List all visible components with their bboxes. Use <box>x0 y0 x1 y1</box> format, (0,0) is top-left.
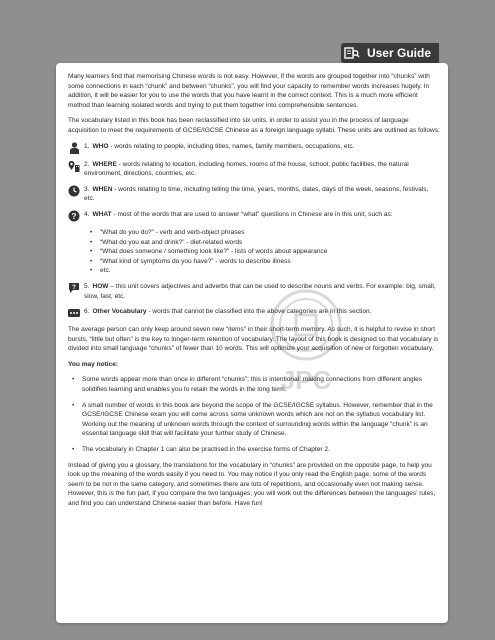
list-item: • The vocabulary in Chapter 1 can also be practised in the exercise forms of Chapter 2. <box>68 445 440 455</box>
list-item: • Some words appear more than once in different “chunks”; this is intentional: making connections from different angles solidifies learning and enables you to retain the words in the long term. <box>68 375 440 394</box>
notice-heading: You may notice: <box>68 360 119 368</box>
category-where: 2. WHERE - words relating to location, including homes, rooms of the house, school, public facilities, the natural environment, directions, countries, etc. <box>68 160 440 179</box>
category-term: HOW <box>92 282 109 290</box>
svg-text:?: ? <box>71 211 77 221</box>
intro-paragraph-2: The vocabulary listed in this book has been reclassified into six units, in order to assist you in the process of language acquisition to meet the requirements of GCSE/IGCSE Chinese as a foreign language syllabi. These units are outlined as follows: <box>68 117 440 134</box>
intro-paragraph-1: Many learners find that memorising Chinese words is not easy. However, if the words are grouped together into “chunks” with some connections in each “chunk” and between “chunks”, you will find your capacity to remember words increases hugely. In addition, it will be easier for you to use the words that you have learnt in the correct context. This is a much more efficient method than learning isolated words and trying to put them together into comprehensible sentences. <box>68 73 430 109</box>
category-when: 3. WHEN - words relating to time, including telling the time, years, months, dates, days of the week, seasons, festivals, etc. <box>68 185 440 204</box>
guide-page <box>56 63 448 623</box>
list-item: • “What does someone / something look like?” - lists of words about appearance <box>90 247 440 257</box>
question-speech-icon <box>68 282 80 294</box>
book-search-icon <box>341 43 363 63</box>
category-term: WHEN <box>92 185 113 193</box>
person-icon <box>68 142 80 154</box>
location-pin-icon <box>68 160 80 172</box>
category-term: Other Vocabulary <box>92 308 147 316</box>
ellipsis-icon <box>68 307 80 319</box>
category-other: 6. Other Vocabulary - words that cannot be classified into the above categories are in this section. <box>68 307 440 319</box>
clock-icon <box>68 185 80 197</box>
list-item: • A small number of words in this book are beyond the scope of the GCSE/IGCSE syllabus. However, remember that in the GCSE/IGCSE Chinese exam you will come across some unknown words which are not on the syllabus vocabulary list. Working out the meaning of unknown words through the context of surrounding words within the language “chunk” is an essential language skill that will facilitate your further study of Chinese. <box>68 401 440 439</box>
svg-text:?: ? <box>72 284 76 292</box>
category-how: ? 5. HOW – this unit covers adjectives and adverbs that can be used to describe nouns and verbs. For example: big, small, slow, fast, etc. <box>68 282 440 301</box>
memory-paragraph: The average person can only keep around seven new “items” in their short-term memory. As such, it is helpful to revise in short bursts, “little but often” is the key to longer-term retention of vocabulary. The layout of this book is designed so that vocabulary is divided into small language “chunks” of fewer than 10 words. This will optimize your acquisition of new or forgotten vocabulary. <box>68 326 439 353</box>
user-guide-label: User Guide <box>363 43 439 63</box>
what-examples-list <box>90 228 440 276</box>
category-term: WHAT <box>92 210 112 218</box>
category-term: WHO <box>92 142 109 150</box>
category-term: WHERE <box>92 160 117 168</box>
list-item: • “What do you do?” - verb and verb-object phrases <box>90 228 440 238</box>
watermark-text: JPC <box>280 365 332 395</box>
category-who: 1. WHO - words relating to people, including titles, names, family members, occupations, etc. <box>68 142 440 154</box>
notice-list <box>68 375 440 454</box>
guide-content <box>68 72 440 515</box>
question-icon <box>68 210 80 222</box>
list-item-etc: • etc. <box>90 266 440 276</box>
category-what: ? 4. WHAT - most of the words that are used to answer “what” questions in Chinese are in this unit, such as: <box>68 210 440 222</box>
user-guide-badge <box>341 43 439 63</box>
list-item: • “What do you eat and drink?” - diet-related words <box>90 238 440 248</box>
list-item: • “What kind of symptoms do you have?” - words to describe illness <box>90 257 440 267</box>
closing-paragraph: Instead of giving you a glossary, the translations for the vocabulary in “chunks” are provided on the opposite page, to help you look up the meaning of the words easily if you need to. You may notice if you only read the English page, some of the words seem to be not in the same category, and sometimes there are lots of repetitions, and occasionally even not making sense. However, this is the fun part, if you compare the two languages, you will work out the differences between the languages’ rules, and find you can understand Chinese easier than before. Have fun! <box>68 461 436 507</box>
